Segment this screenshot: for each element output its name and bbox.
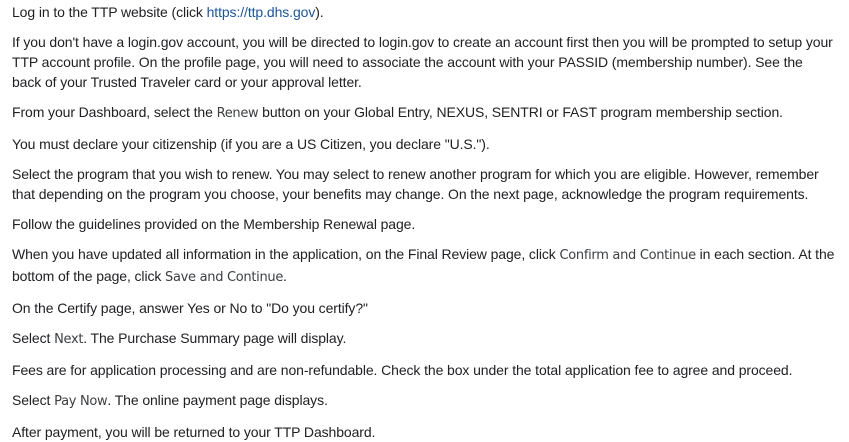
step-text: If you don't have a login.gov account, you will be directed to login.gov to create an account first then you will be prompted to setup your TTP account profile. On the profile page, you will need to associate the account with your PASSID (membership number). See the back of your Trusted Traveler card or your approval letter. [12,34,833,90]
step-text: When you have updated all information in the application, on the Final Review page, click [12,246,560,262]
step-text: On the Certify page, answer Yes or No to "Do you certify?" [12,300,368,316]
step-text: in each section. At the bottom of the page, click [12,246,835,284]
renew-term: Renew [216,106,259,121]
step-select-next [12,328,837,350]
step-text: After payment, you will be returned to your TTP Dashboard. [12,424,376,440]
step-text: . The online payment page displays. [107,392,328,408]
pay-now-term: Pay Now [54,394,108,409]
step-text: . [283,268,287,284]
step-declare-citizenship [12,134,837,154]
step-text: You must declare your citizenship (if you are a US Citizen, you declare "U.S."). [12,136,490,152]
ttp-website-link[interactable]: https://ttp.dhs.gov [206,4,316,20]
confirm-and-continue-term: Confirm and Continue [559,248,696,263]
step-login [12,2,837,22]
next-term: Next [54,332,84,347]
step-text: Log in to the TTP website (click [12,4,207,20]
step-text: Select [12,330,55,346]
step-fees [12,360,837,380]
step-text: ). [315,4,324,20]
step-follow-guidelines [12,214,837,234]
step-pay-now [12,390,837,412]
step-text: . The Purchase Summary page will display. [83,330,347,346]
step-login-gov-account [12,32,837,92]
step-select-program [12,164,837,204]
step-text: button on your Global Entry, NEXUS, SENTRI or FAST program membership section. [258,104,783,120]
step-after-payment [12,422,837,442]
step-text: Select the program that you wish to renew. You may select to renew another program for which you are eligible. However, remember that depending on the program you choose, your benefits may change. On the next page, acknowledge the program requirements. [12,166,819,202]
step-text: Fees are for application processing and are non-refundable. Check the box under the total application fee to agree and proceed. [12,362,793,378]
step-final-review [12,244,837,288]
save-and-continue-term: Save and Continue [165,270,284,285]
step-dashboard-renew [12,102,837,124]
step-text: Follow the guidelines provided on the Membership Renewal page. [12,216,416,232]
step-text: From your Dashboard, select the [12,104,217,120]
step-text: Select [12,392,55,408]
step-certify [12,298,837,318]
